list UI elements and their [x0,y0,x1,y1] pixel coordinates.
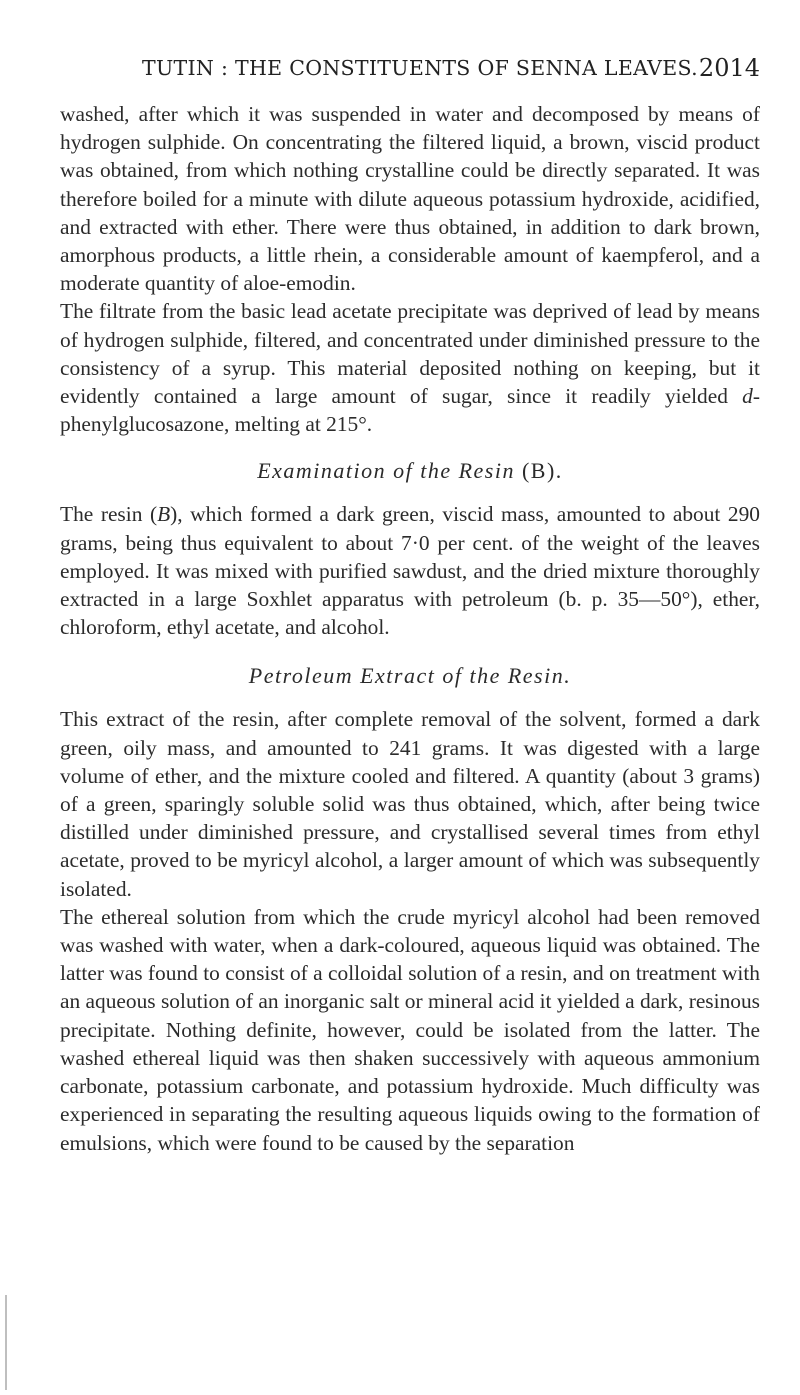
section-heading-resin [60,458,760,484]
paragraph-2-text-a: The filtrate from the basic lead acetate precipitate was deprived of lead by means of hydrogen sulphide, filtered, and concentrated under diminished pressure to the consistency of a syrup. This material deposited nothing on keeping, but it evidently contained a large amount of sugar, since it readily yielded [60,299,760,409]
paragraph-3-text-b: ), which formed a dark green, viscid mass, amounted to about 290 grams, being thus equivalent to about 7·0 per cent. of the weight of the leaves employed. It was mixed with purified sawdust, and the dried mixture thoroughly extracted in a large Soxhlet apparatus with petroleum (b. p. 35—50°), ether, chloroform, ethyl acetate, and alcohol. [60,502,760,640]
section-heading-petroleum-extract: Petroleum Extract of the Resin. [248,663,572,689]
section-heading-resin-italic: Examination of the Resin [257,458,515,484]
paragraph-1 [60,100,760,297]
paragraph-1-text: washed, after which it was suspended in water and decomposed by means of hydrogen sulphide. On concentrating the filtered liquid, a brown, viscid product was obtained, from which nothing crystalline could be directly separated. It was therefore boiled for a minute with dilute aqueous potassium hydroxide, acidified, and extracted with ether. There were thus obtained, in addition to dark brown, amorphous products, a little rhein, a considerable amount of kaempferol, and a moderate quantity of aloe-emodin. [60,102,760,296]
page-number: 2014 [698,54,760,82]
paragraph-3-text-a: The resin ( [60,502,158,527]
paragraph-3-italic-b: B [157,502,171,527]
paragraph-4 [60,705,760,902]
paragraph-4-text: This extract of the resin, after complete removal of the solvent, formed a dark green, oily mass, and amounted to 241 grams. It was digested with a large volume of ether, and the mixture cooled and filtered. A quantity (about 3 grams) of a green, sparingly soluble solid was thus obtained, which, after being twice distilled under diminished pressure, and crystallised several times from ethyl acetate, proved to be myricyl alcohol, a larger amount of which was subsequently isolated. [60,707,760,901]
paragraph-5 [60,903,760,1157]
paragraph-2-italic-d: d [742,384,753,409]
paragraph-2-text-b: -phenylglucosazone, melting at 215°. [60,384,760,437]
scan-margin-line [5,1295,7,1390]
paragraph-2 [60,297,760,438]
section-heading-resin-label: (B). [514,458,563,484]
running-title: TUTIN : THE CONSTITUENTS OF SENNA LEAVES. [142,56,698,80]
body-text [60,100,760,1157]
running-header [60,56,760,86]
paragraph-3 [60,500,760,641]
paragraph-5-text: The ethereal solution from which the crude myricyl alcohol had been removed was washed with water, when a dark-coloured, aqueous liquid was obtained. The latter was found to consist of a colloidal solution of a resin, and on treatment with an aqueous solution of an inorganic salt or mineral acid it yielded a dark, resinous precipitate. Nothing definite, however, could be isolated from the latter. The washed ethereal liquid was then shaken successively with aqueous ammonium carbonate, potassium carbonate, and potassium hydroxide. Much difficulty was experienced in separating the resulting aqueous liquids owing to the formation of emulsions, which were found to be caused by the separation [60,904,760,1155]
